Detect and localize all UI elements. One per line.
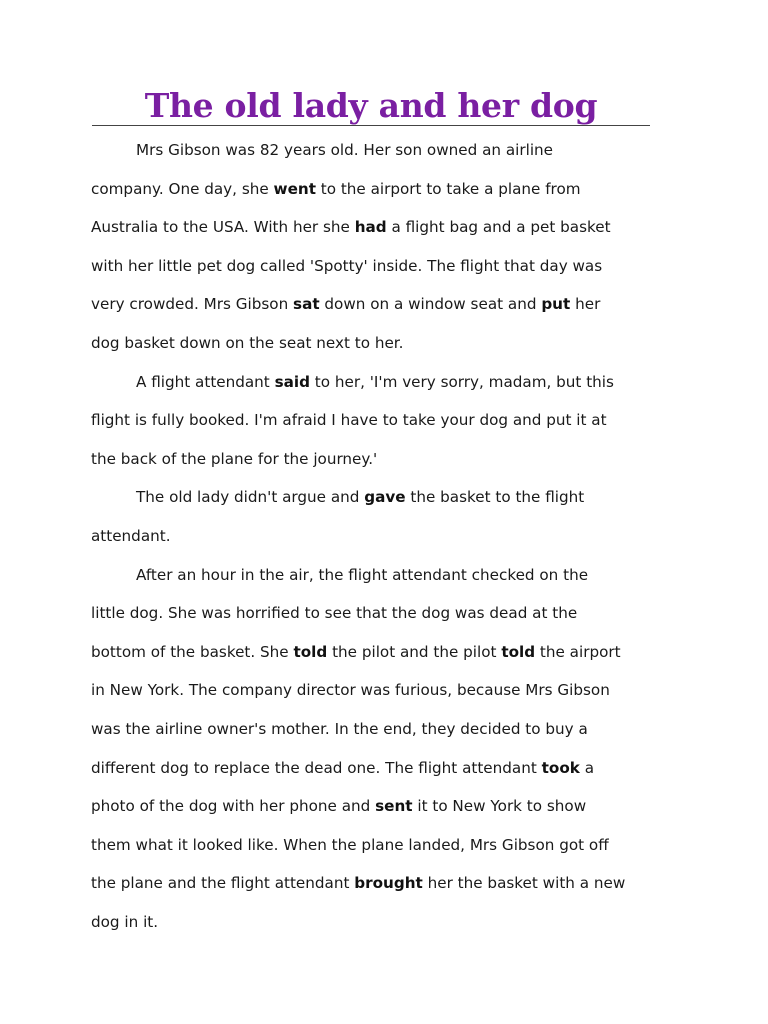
text-line [91, 710, 651, 749]
story-paragraph [91, 131, 651, 363]
text-line [91, 131, 651, 170]
text-segment: to her, 'I'm very sorry, madam, but this [309, 372, 614, 391]
story-paragraph [91, 478, 651, 555]
text-line [91, 285, 651, 324]
text-segment: down on a window seat and [319, 295, 542, 314]
text-segment: Mrs Gibson was 82 years old. Her son owned an airline [136, 141, 554, 159]
text-line [91, 787, 651, 826]
text-segment: photo of the dog with her phone and [91, 797, 376, 816]
text-line [91, 440, 651, 479]
text-segment: the plane and the flight attendant [91, 874, 355, 893]
text-segment: to the airport to take a plane from [315, 179, 581, 198]
story-paragraph [91, 556, 651, 942]
text-segment: the back of the plane for the journey.' [91, 449, 378, 468]
highlighted-verb: said [274, 372, 310, 391]
text-segment: After an hour in the air, the flight attendant checked on the [136, 565, 589, 584]
highlighted-verb: brought [354, 874, 423, 893]
story-paragraph [91, 363, 651, 479]
text-segment: Australia to the USA. With her she [91, 218, 355, 237]
text-segment: bottom of the basket. She [91, 642, 294, 661]
text-line [91, 749, 651, 788]
text-segment: dog in it. [91, 912, 159, 931]
text-segment: attendant. [91, 526, 171, 545]
text-line [91, 401, 651, 440]
text-line [91, 517, 651, 556]
text-segment: very crowded. Mrs Gibson [91, 295, 294, 314]
page-title: The old lady and her dog [144, 86, 598, 125]
text-segment: with her little pet dog called 'Spotty' inside. The flight that day was [91, 256, 603, 275]
highlighted-verb: took [541, 758, 580, 777]
text-segment: different dog to replace the dead one. The flight attendant [91, 758, 542, 777]
text-segment: them what it looked like. When the plane landed, Mrs Gibson got off [91, 835, 609, 854]
text-segment: A flight attendant [136, 372, 275, 391]
text-line [91, 478, 651, 517]
highlighted-verb: went [273, 179, 316, 198]
text-segment: flight is fully booked. I'm afraid I have to take your dog and put it at [91, 411, 607, 430]
text-segment: was the airline owner's mother. In the end, they decided to buy a [91, 719, 588, 738]
text-segment: in New York. The company director was furious, because Mrs Gibson [91, 681, 610, 700]
title-divider [92, 125, 650, 126]
text-line [91, 633, 651, 672]
text-segment: a flight bag and a pet basket [386, 218, 611, 237]
highlighted-verb: put [541, 295, 571, 314]
highlighted-verb: sat [293, 295, 320, 314]
text-segment: the basket to the flight [405, 488, 585, 507]
highlighted-verb: sent [375, 797, 413, 816]
text-line [91, 363, 651, 402]
text-segment: a [579, 758, 595, 777]
text-line [91, 324, 651, 363]
text-line [91, 556, 651, 595]
text-segment: dog basket down on the seat next to her. [91, 333, 404, 352]
text-segment: the pilot and the pilot [327, 642, 502, 661]
text-line [91, 903, 651, 942]
text-line [91, 247, 651, 286]
text-line [91, 864, 651, 903]
story-body [91, 131, 651, 941]
text-segment: her the basket with a new [422, 874, 626, 893]
text-segment: it to New York to show [412, 797, 587, 816]
text-segment: The old lady didn't argue and [136, 488, 365, 507]
text-line [91, 671, 651, 710]
text-line [91, 170, 651, 209]
text-segment: little dog. She was horrified to see that the dog was dead at the [91, 604, 578, 623]
highlighted-verb: told [293, 642, 328, 661]
text-segment: company. One day, she [91, 179, 274, 198]
highlighted-verb: told [501, 642, 536, 661]
text-line [91, 826, 651, 865]
text-segment: the airport [535, 642, 621, 661]
text-segment: her [570, 295, 601, 314]
text-line [91, 208, 651, 247]
text-line [91, 594, 651, 633]
highlighted-verb: had [354, 218, 387, 237]
highlighted-verb: gave [364, 488, 406, 507]
